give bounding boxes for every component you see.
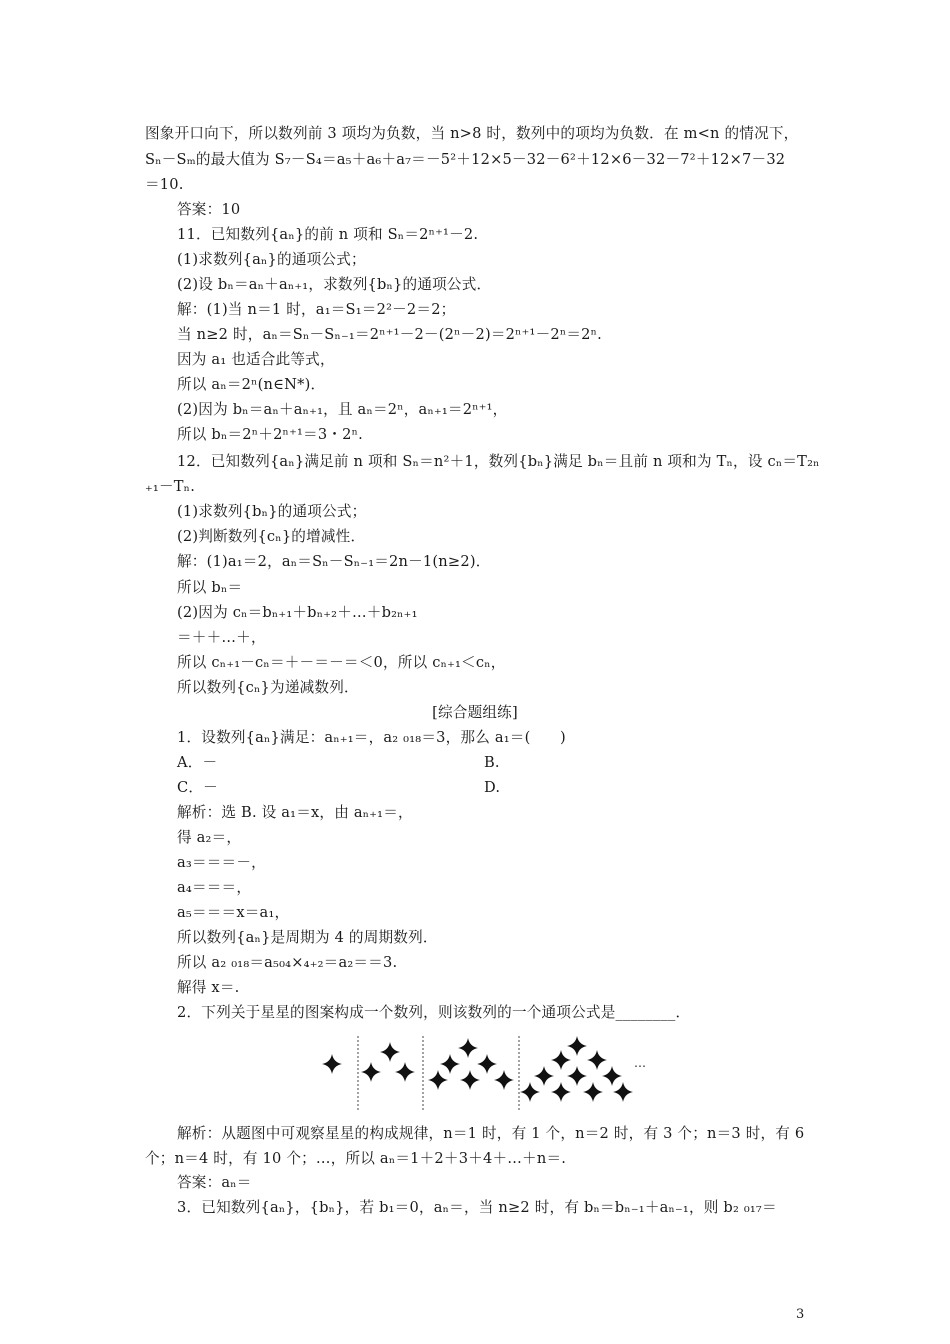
text-line: (2)判断数列{cₙ}的增减性．	[177, 528, 366, 545]
star-icon	[567, 1066, 587, 1086]
star-icon	[602, 1066, 622, 1086]
text-line: 所以数列{aₙ}是周期为 4 的周期数列．	[177, 929, 438, 946]
text-line: 所以 cₙ₊₁－cₙ＝＋－＝－＝＜0，所以 cₙ₊₁＜cₙ，	[177, 654, 506, 671]
text-line: 所以 bₙ＝	[177, 579, 243, 596]
problem-2-title: 2．下列关于星星的图案构成一个数列，则该数列的一个通项公式是________．	[177, 1004, 691, 1021]
star-icon	[428, 1070, 448, 1090]
text-line: a₃＝＝＝－，	[177, 854, 266, 871]
text-line: a₅＝＝＝x＝a₁，	[177, 904, 290, 921]
star-icon	[380, 1042, 400, 1062]
star-icon	[458, 1038, 478, 1058]
star-icon	[440, 1054, 460, 1074]
text-line: 解析：选 B. 设 a₁＝x，由 aₙ₊₁＝，	[177, 804, 413, 821]
text-line: (2)因为 cₙ＝bₙ₊₁＋bₙ₊₂＋…＋b₂ₙ₊₁	[177, 604, 418, 621]
option-c: C．－	[177, 779, 218, 796]
text-line: 所以 bₙ＝2ⁿ＋2ⁿ⁺¹＝3・2ⁿ.	[177, 426, 363, 443]
text-line: 所以数列{cₙ}为递减数列．	[177, 679, 359, 696]
section-heading: [综合题组练]	[432, 704, 518, 721]
text-line: ＝＋＋…＋，	[177, 629, 266, 646]
text-line: a₄＝＝＝，	[177, 879, 252, 896]
text-line: Sₙ－Sₘ的最大值为 S₇－S₄＝a₅＋a₆＋a₇＝－5²＋12×5－32－6²＋12×6－32－7²＋12×7－32	[145, 151, 786, 168]
option-d: D.	[484, 779, 501, 796]
option-a: A．－	[177, 754, 218, 771]
problem-12-title: 12．已知数列{aₙ}满足前 n 项和 Sₙ＝n²＋1，数列{bₙ}满足 bₙ＝且前 n 项和为 Tₙ，设 cₙ＝T₂ₙ	[177, 453, 820, 470]
figure-ellipsis: …	[634, 1056, 646, 1070]
text-line: 解得 x＝.	[177, 979, 240, 996]
star-icon	[583, 1082, 603, 1102]
problem-3-title: 3．已知数列{aₙ}，{bₙ}，若 b₁＝0，aₙ＝，当 n≥2 时，有 bₙ＝bₙ₋₁＋aₙ₋₁，则 b₂ ₀₁₇＝	[177, 1199, 777, 1216]
star-icon	[567, 1036, 587, 1056]
answer-line: 答案：aₙ＝	[177, 1174, 252, 1191]
text-line: (1)求数列{aₙ}的通项公式；	[177, 251, 366, 268]
star-icon	[613, 1082, 633, 1102]
answer-line: 答案：10	[177, 201, 241, 218]
star-icon	[520, 1082, 540, 1102]
text-line: ₊₁－Tₙ.	[145, 478, 196, 495]
text-line: 所以 aₙ＝2ⁿ(n∈N*)．	[177, 376, 326, 393]
star-icon	[460, 1070, 480, 1090]
text-line: 个；n＝4 时，有 10 个；…，所以 aₙ＝1＋2＋3＋4＋…＋n＝.	[145, 1150, 567, 1167]
text-line: 因为 a₁ 也适合此等式，	[177, 351, 335, 368]
star-icon	[551, 1050, 571, 1070]
star-icon	[477, 1054, 497, 1074]
star-icon	[494, 1070, 514, 1090]
text-line: 解：(1)当 n＝1 时，a₁＝S₁＝2²－2＝2；	[177, 301, 456, 318]
star-icon	[322, 1054, 342, 1074]
text-line: 图象开口向下，所以数列前 3 项均为负数，当 n>8 时，数列中的项均为负数．在 m<n 的情况下，	[145, 125, 799, 142]
text-line: 得 a₂＝，	[177, 829, 242, 846]
problem-1-title: 1．设数列{aₙ}满足：aₙ₊₁＝，a₂ ₀₁₈＝3，那么 a₁＝( )	[177, 729, 566, 746]
star-icon	[534, 1066, 554, 1086]
star-icon	[587, 1050, 607, 1070]
text-line: 解：(1)a₁＝2，aₙ＝Sₙ－Sₙ₋₁＝2n－1(n≥2)．	[177, 553, 491, 570]
text-line: 所以 a₂ ₀₁₈＝a₅₀₄×₄₊₂＝a₂＝＝3.	[177, 954, 398, 971]
text-line: 当 n≥2 时，aₙ＝Sₙ－Sₙ₋₁＝2ⁿ⁺¹－2－(2ⁿ－2)＝2ⁿ⁺¹－2ⁿ＝2ⁿ.	[177, 326, 603, 343]
text-line: (2)设 bₙ＝aₙ＋aₙ₊₁，求数列{bₙ}的通项公式．	[177, 276, 492, 293]
problem-11-title: 11．已知数列{aₙ}的前 n 项和 Sₙ＝2ⁿ⁺¹－2.	[177, 226, 479, 243]
star-icon	[551, 1082, 571, 1102]
text-line: ＝10.	[145, 176, 184, 193]
page-number: 3	[796, 1307, 805, 1322]
star-pattern-figure	[318, 1036, 648, 1112]
star-icon	[395, 1062, 415, 1082]
text-line: (2)因为 bₙ＝aₙ＋aₙ₊₁，且 aₙ＝2ⁿ，aₙ₊₁＝2ⁿ⁺¹，	[177, 401, 508, 418]
option-b: B.	[484, 754, 500, 771]
text-line: 解析：从题图中可观察星星的构成规律，n＝1 时，有 1 个，n＝2 时，有 3 个；n＝3 时，有 6	[177, 1125, 805, 1142]
text-line: (1)求数列{bₙ}的通项公式；	[177, 503, 367, 520]
star-icon	[361, 1062, 381, 1082]
